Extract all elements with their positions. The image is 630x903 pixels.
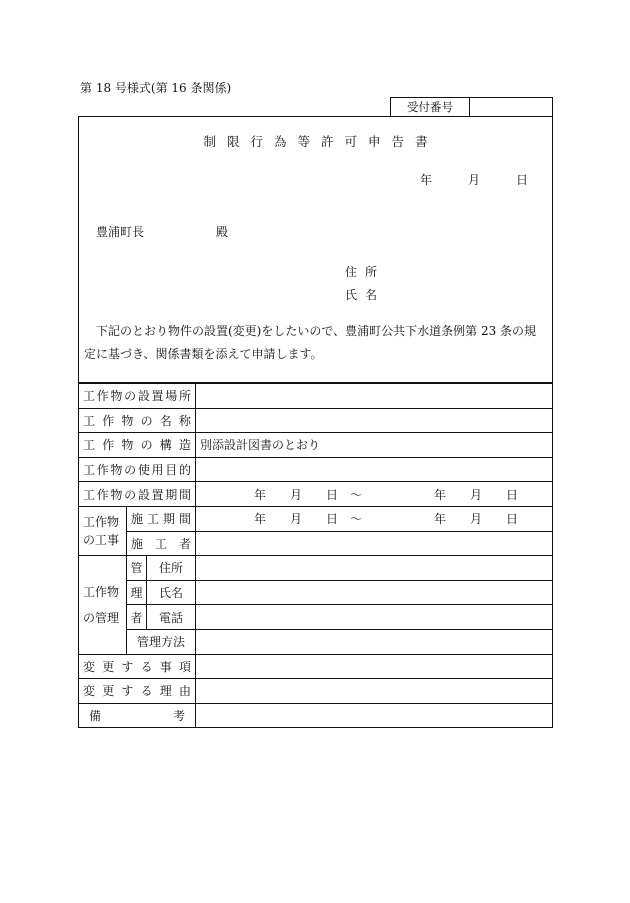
remarks-field[interactable] [196,703,553,728]
purpose-field[interactable] [196,457,553,482]
contractor-label: 施工者 [127,531,196,556]
applicant-name-label: 氏名 [345,288,386,302]
statement-text: 下記のとおり物件の設置(変更)をしたいので、豊浦町公共下水道条例第 23 条の規定に基づき、関係書類を添えて申請します。 [84,324,537,361]
manager-char-2: 理 [127,580,147,605]
document-title: 制限行為等許可申告書 [203,134,439,149]
manager-char-1: 管 [127,556,147,581]
manager-name-field[interactable] [196,580,553,605]
name-label: 工作物の名称 [79,408,196,433]
change-reason-label: 変更する理由 [79,679,196,704]
purpose-label: 工作物の使用目的 [79,457,196,482]
construction-group-label: 工作物の工事 [79,506,127,555]
construction-period-field[interactable]: 年 月 日 ～ 年 月 日 [196,506,553,531]
management-method-label: 管理方法 [127,629,196,654]
manager-address-label: 住所 [147,556,196,581]
table-row [79,384,553,409]
location-field[interactable] [196,384,553,409]
table-row [79,580,553,605]
name-field[interactable] [196,408,553,433]
table-row [79,654,553,679]
management-method-field[interactable] [196,629,553,654]
table-row [79,482,553,507]
table-row [79,703,553,728]
management-group-label: 工作物の管理 [79,556,127,654]
table-row [79,556,553,581]
details-table [78,383,553,728]
addressee: 豊浦町長 殿 [96,225,229,239]
change-reason-field[interactable] [196,679,553,704]
contractor-field[interactable] [196,531,553,556]
reception-number-field[interactable] [470,98,552,116]
manager-address-field[interactable] [196,556,553,581]
application-header [78,116,553,383]
manager-phone-label: 電話 [147,605,196,630]
manager-name-label: 氏名 [147,580,196,605]
table-row [79,506,553,531]
period-field[interactable]: 年 月 日 ～ 年 月 日 [196,482,553,507]
change-item-field[interactable] [196,654,553,679]
date-line[interactable]: 年 月 日 [419,173,528,187]
manager-char-3: 者 [127,605,147,630]
structure-field[interactable]: 別添設計図書のとおり [196,433,553,458]
table-row [79,408,553,433]
period-label: 工作物の設置期間 [79,482,196,507]
table-row [79,679,553,704]
structure-label: 工作物の構造 [79,433,196,458]
table-row [79,629,553,654]
change-item-label: 変更する事項 [79,654,196,679]
table-row [79,531,553,556]
reception-number-label: 受付番号 [391,98,470,116]
table-row [79,457,553,482]
applicant-address-label: 住所 [345,265,386,279]
form-number: 第 18 号様式(第 16 条関係) [80,81,232,95]
table-row [79,433,553,458]
table-row [79,605,553,630]
construction-period-label: 施工期間 [127,506,196,531]
manager-phone-field[interactable] [196,605,553,630]
location-label: 工作物の設置場所 [79,384,196,409]
remarks-label: 備考 [79,703,196,728]
reception-number-box [390,97,553,116]
